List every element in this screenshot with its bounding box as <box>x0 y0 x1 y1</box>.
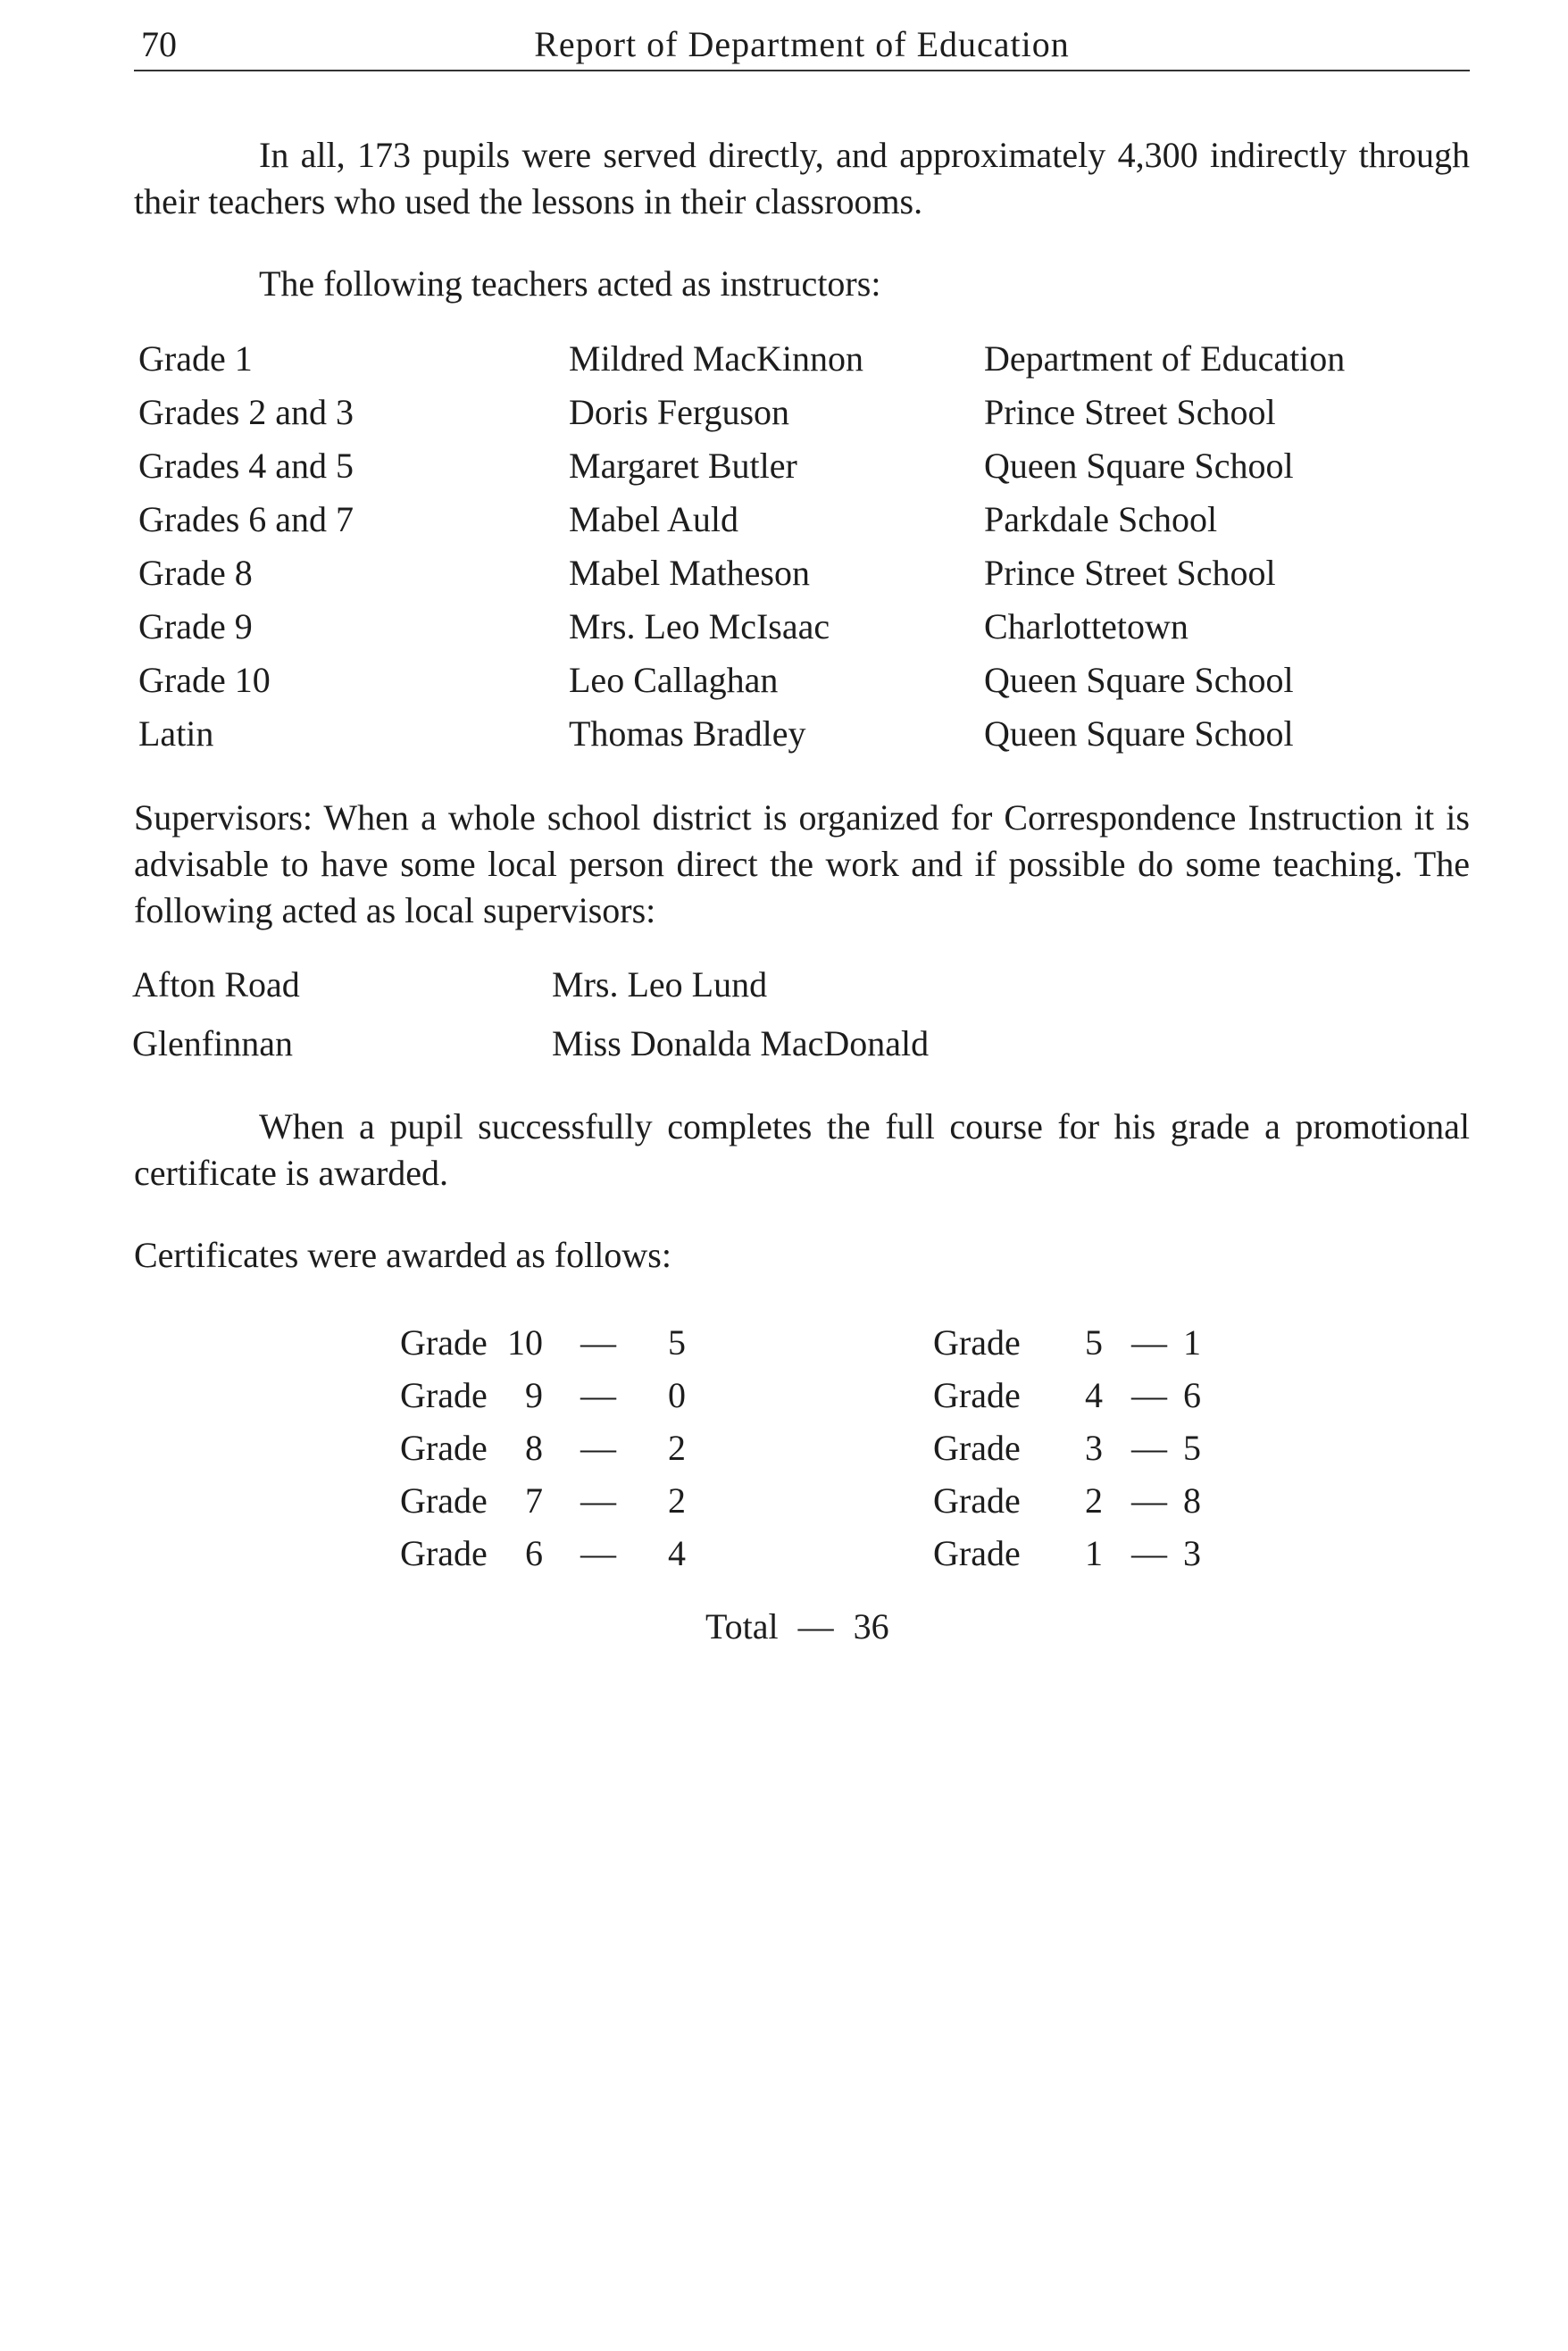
instructor-name: Leo Callaghan <box>569 660 779 700</box>
page-header <box>134 20 1470 71</box>
certificate-count: 4 <box>668 1533 686 1573</box>
certificate-grade: 1 <box>1085 1533 1103 1573</box>
intro-paragraph: In all, 173 pupils were served directly, and approximately 4,300 indirectly through their teachers who used the lessons in their classrooms. <box>134 135 1470 221</box>
instructor-name: Mabel Matheson <box>569 553 810 593</box>
instructor-grade: Grades 2 and 3 <box>138 392 354 432</box>
certificate-label: Grade <box>400 1480 488 1521</box>
instructor-row <box>0 600 1568 654</box>
instructor-row <box>0 493 1568 546</box>
certificate-grade: 4 <box>1085 1375 1103 1415</box>
certificate-row <box>400 1369 686 1421</box>
certificate-dash: — <box>1131 1322 1167 1363</box>
instructor-grade: Grades 6 and 7 <box>138 499 354 539</box>
instructor-grade: Latin <box>138 713 214 754</box>
instructor-grade: Grade 9 <box>138 606 253 646</box>
instructor-row <box>0 332 1568 386</box>
supervisor-row <box>0 1014 1568 1073</box>
instructor-school: Prince Street School <box>984 392 1276 432</box>
supervisor-row <box>0 955 1568 1014</box>
instructor-name: Margaret Butler <box>569 446 797 486</box>
page-number: 70 <box>141 24 177 64</box>
supervisor-district: Afton Road <box>132 964 300 1005</box>
certificate-label: Grade <box>400 1375 488 1415</box>
certificate-dash: — <box>1131 1533 1167 1573</box>
instructor-school: Charlottetown <box>984 606 1189 646</box>
instructor-row <box>0 707 1568 761</box>
certificate-row <box>400 1316 686 1369</box>
certificate-row <box>933 1316 1201 1369</box>
instructor-school: Queen Square School <box>984 660 1294 700</box>
certificate-grade: 3 <box>1085 1428 1103 1468</box>
certificate-label: Grade <box>933 1533 1021 1573</box>
certificate-dash: — <box>580 1428 616 1468</box>
certificate-grade: 10 <box>507 1322 543 1363</box>
certificate-label: Grade <box>400 1428 488 1468</box>
supervisor-name: Miss Donalda MacDonald <box>552 1023 930 1063</box>
instructor-grade: Grades 4 and 5 <box>138 446 354 486</box>
instructor-name: Doris Ferguson <box>569 392 790 432</box>
total-dash: — <box>797 1606 834 1647</box>
certificate-count: 2 <box>668 1480 686 1521</box>
instructor-row <box>0 546 1568 600</box>
certificates-total <box>705 1605 889 1647</box>
certificate-dash: — <box>580 1322 616 1363</box>
total-value: 36 <box>853 1606 889 1647</box>
certificates-intro: Certificates were awarded as follows: <box>134 1235 671 1275</box>
instructor-grade: Grade 8 <box>138 553 253 593</box>
total-label: Total <box>705 1606 779 1647</box>
supervisor-name: Mrs. Leo Lund <box>552 964 768 1005</box>
certificate-dash: — <box>1131 1375 1167 1415</box>
instructor-name: Thomas Bradley <box>569 713 806 754</box>
certificate-count: 5 <box>1183 1428 1201 1468</box>
running-title: Report of Department of Education <box>534 24 1070 64</box>
certificate-count: 8 <box>1183 1480 1201 1521</box>
certificate-label: Grade <box>933 1322 1021 1363</box>
certificate-label: Grade <box>933 1428 1021 1468</box>
instructors-intro: The following teachers acted as instructors: <box>259 263 881 304</box>
certificates-left-column <box>400 1316 686 1580</box>
certificate-grade: 7 <box>525 1480 543 1521</box>
certificate-count: 5 <box>668 1322 686 1363</box>
certificate-grade: 9 <box>525 1375 543 1415</box>
certificate-label: Grade <box>933 1375 1021 1415</box>
certificate-row <box>933 1369 1201 1421</box>
instructor-row <box>0 386 1568 439</box>
certificate-count: 3 <box>1183 1533 1201 1573</box>
instructor-school: Queen Square School <box>984 446 1294 486</box>
instructor-row <box>0 654 1568 707</box>
certificate-label: Grade <box>400 1533 488 1573</box>
instructor-school: Department of Education <box>984 338 1346 379</box>
instructor-school: Prince Street School <box>984 553 1276 593</box>
certificate-dash: — <box>1131 1428 1167 1468</box>
instructor-grade: Grade 1 <box>138 338 253 379</box>
certificate-row <box>400 1527 686 1580</box>
certificate-row <box>400 1474 686 1527</box>
certificate-count: 1 <box>1183 1322 1201 1363</box>
supervisor-district: Glenfinnan <box>132 1023 293 1063</box>
instructor-name: Mabel Auld <box>569 499 738 539</box>
instructor-name: Mrs. Leo McIsaac <box>569 606 830 646</box>
certificates-right-column <box>933 1316 1201 1580</box>
certificate-dash: — <box>1131 1480 1167 1521</box>
instructor-school: Parkdale School <box>984 499 1218 539</box>
instructor-row <box>0 439 1568 493</box>
certificate-row <box>933 1421 1201 1474</box>
certificate-row <box>400 1421 686 1474</box>
certificate-paragraph: When a pupil successfully completes the full course for his grade a promotional certificate is awarded. <box>134 1106 1470 1193</box>
certificate-count: 0 <box>668 1375 686 1415</box>
certificate-dash: — <box>580 1375 616 1415</box>
supervisors-paragraph: Supervisors: When a whole school district is organized for Correspondence Instruction it is advisable to have some local person direct the work and if possible do some teaching. The following acted as local supervisors: <box>134 797 1470 930</box>
certificate-row <box>933 1474 1201 1527</box>
certificate-label: Grade <box>400 1322 488 1363</box>
certificate-row <box>933 1527 1201 1580</box>
certificate-count: 6 <box>1183 1375 1201 1415</box>
certificate-grade: 5 <box>1085 1322 1103 1363</box>
certificate-dash: — <box>580 1533 616 1573</box>
instructor-name: Mildred MacKinnon <box>569 338 863 379</box>
certificate-grade: 8 <box>525 1428 543 1468</box>
certificate-dash: — <box>580 1480 616 1521</box>
instructor-grade: Grade 10 <box>138 660 271 700</box>
instructor-school: Queen Square School <box>984 713 1294 754</box>
certificate-label: Grade <box>933 1480 1021 1521</box>
certificate-grade: 2 <box>1085 1480 1103 1521</box>
certificate-grade: 6 <box>525 1533 543 1573</box>
certificate-count: 2 <box>668 1428 686 1468</box>
